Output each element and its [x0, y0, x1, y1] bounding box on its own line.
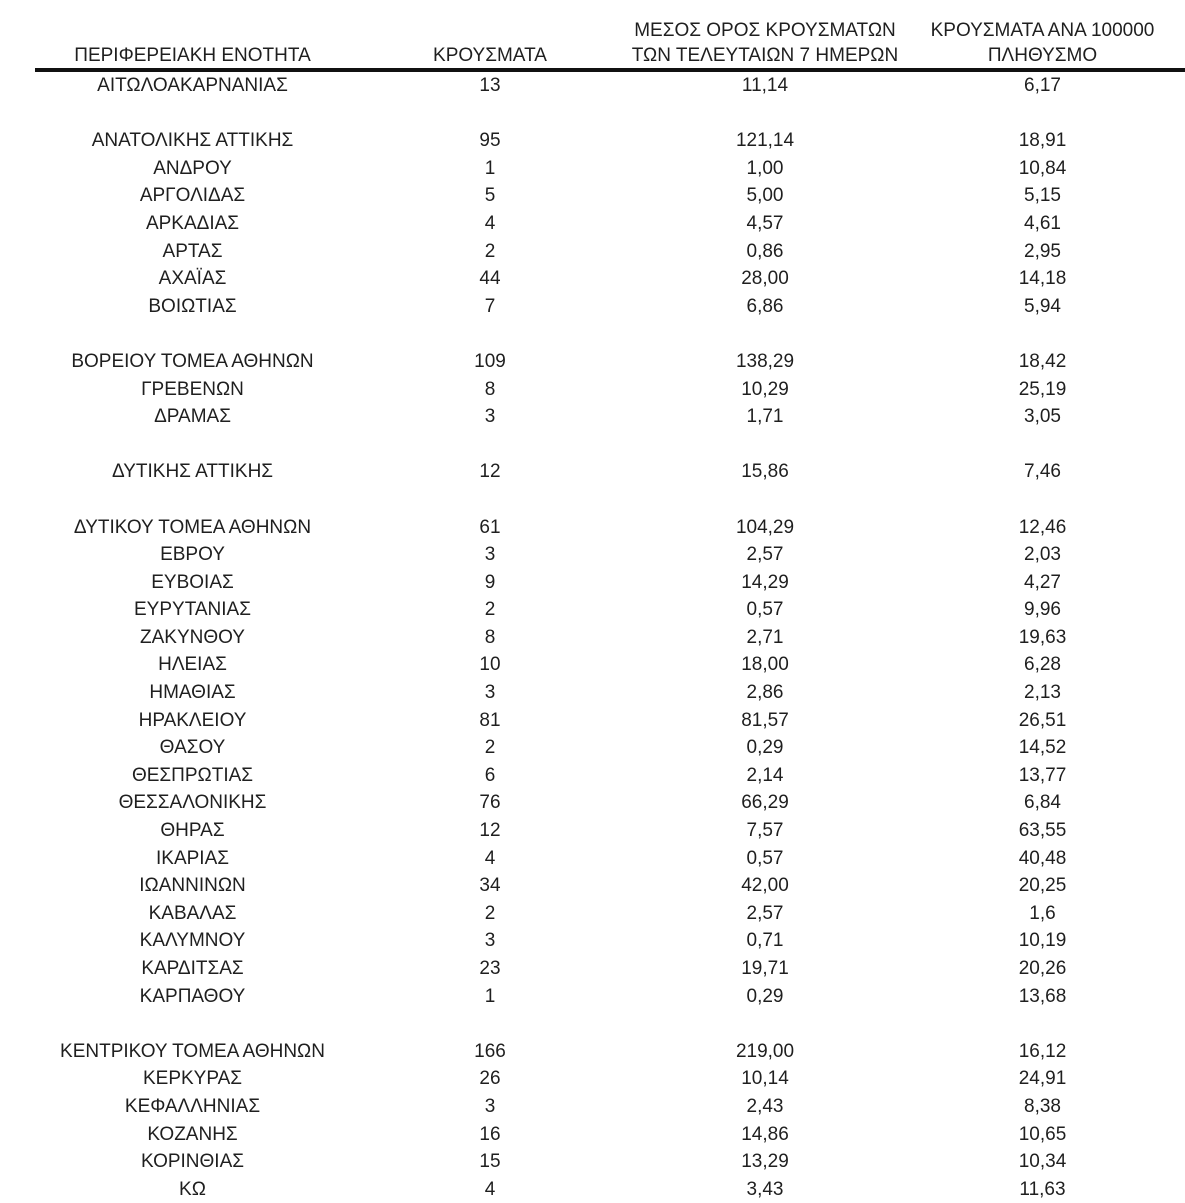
- col-header-per100k: [900, 0, 1185, 70]
- per100k-value: 8,38: [1024, 1095, 1061, 1117]
- cases-value: 3: [484, 930, 496, 952]
- avg7-value: 2,14: [746, 764, 784, 786]
- table-row: [35, 789, 1185, 817]
- region-name: ΘΕΣΠΡΩΤΙΑΣ: [131, 764, 254, 786]
- table-row: [35, 182, 1185, 210]
- per100k-value: 63,55: [1018, 820, 1067, 842]
- table-row: [35, 265, 1185, 293]
- table-row: [35, 458, 1185, 486]
- table-row: [35, 955, 1185, 983]
- region-name: ΙΩΑΝΝΙΝΩΝ: [139, 875, 246, 897]
- per100k-value: 10,34: [1018, 1151, 1067, 1173]
- cases-value: 81: [479, 709, 501, 731]
- avg7-value: 42,00: [741, 875, 789, 897]
- table-row: [35, 707, 1185, 735]
- spacer-row: [35, 1010, 1185, 1038]
- regional-cases-table-container: [35, 0, 1185, 1203]
- spacer-row: [35, 100, 1185, 128]
- per100k-value: 6,84: [1024, 792, 1061, 814]
- per100k-value: 7,46: [1024, 461, 1061, 483]
- avg7-value: 0,29: [746, 985, 784, 1007]
- per100k-value: 3,05: [1024, 406, 1061, 428]
- spacer-cell: [35, 100, 1185, 128]
- region-name: ΚΑΒΑΛΑΣ: [148, 902, 237, 924]
- per100k-value: 12,46: [1018, 516, 1067, 538]
- avg7-value: 121,14: [735, 130, 795, 152]
- cases-value: 2: [484, 599, 496, 621]
- cases-value: 76: [479, 792, 501, 814]
- cases-value: 12: [479, 461, 501, 483]
- region-name: ΚΑΛΥΜΝΟΥ: [139, 930, 246, 952]
- avg7-value: 81,57: [741, 709, 789, 731]
- cases-value: 34: [479, 875, 501, 897]
- cases-value: 9: [484, 571, 496, 593]
- per100k-value: 6,17: [1024, 75, 1061, 96]
- region-name: ΗΡΑΚΛΕΙΟΥ: [138, 709, 247, 731]
- region-name: ΘΑΣΟΥ: [159, 737, 226, 759]
- cases-value: 2: [484, 240, 496, 262]
- col-header-region-label: ΠΕΡΙΦΕΡΕΙΑΚΗ ΕΝΟΤΗΤΑ: [74, 45, 311, 66]
- per100k-value: 13,77: [1018, 764, 1067, 786]
- avg7-value: 13,29: [741, 1151, 789, 1173]
- avg7-value: 18,00: [741, 654, 789, 676]
- per100k-value: 10,19: [1018, 930, 1067, 952]
- region-name: ΑΡΓΟΛΙΔΑΣ: [139, 185, 246, 207]
- per100k-value: 26,51: [1018, 709, 1067, 731]
- cases-value: 16: [479, 1123, 501, 1145]
- cases-value: 166: [474, 1040, 506, 1062]
- spacer-cell: [35, 320, 1185, 348]
- region-name: ΚΟΖΑΝΗΣ: [147, 1123, 238, 1145]
- col-header-avg7-line2: ΤΩΝ ΤΕΛΕΥΤΑΙΩΝ 7 ΗΜΕΡΩΝ: [631, 45, 899, 66]
- avg7-value: 11,14: [741, 75, 789, 96]
- table-row: [35, 762, 1185, 790]
- table-row: [35, 403, 1185, 431]
- col-header-cases-label: ΚΡΟΥΣΜΑΤΑ: [433, 45, 547, 66]
- avg7-value: 0,57: [746, 599, 784, 621]
- col-header-avg7: [630, 0, 900, 70]
- avg7-value: 15,86: [741, 461, 789, 483]
- col-header-per100k-line2: ΠΛΗΘΥΣΜΟ: [987, 45, 1098, 66]
- table-row: [35, 734, 1185, 762]
- per100k-value: 13,68: [1018, 985, 1067, 1007]
- per100k-value: 1,6: [1029, 902, 1056, 924]
- per100k-value: 19,63: [1018, 626, 1067, 648]
- table-row: [35, 872, 1185, 900]
- cases-value: 1: [484, 985, 496, 1007]
- avg7-value: 2,57: [746, 544, 784, 566]
- col-header-cases: [350, 0, 630, 70]
- per100k-value: 20,26: [1018, 958, 1067, 979]
- col-header-region: [35, 0, 350, 70]
- table-row: [35, 376, 1185, 404]
- avg7-value: 14,86: [741, 1123, 789, 1145]
- cases-value: 6: [484, 764, 496, 786]
- table-row: [35, 127, 1185, 155]
- region-name: ΚΕΦΑΛΛΗΝΙΑΣ: [124, 1095, 261, 1117]
- table-body: [35, 70, 1185, 1203]
- avg7-value: 28,00: [741, 268, 789, 290]
- avg7-value: 3,43: [746, 1178, 784, 1200]
- col-header-per100k-line1: ΚΡΟΥΣΜΑΤΑ ΑΝΑ 100000: [930, 20, 1155, 41]
- table-row: [35, 1148, 1185, 1176]
- region-name: ΕΒΡΟΥ: [160, 544, 225, 566]
- table-row: [35, 541, 1185, 569]
- avg7-value: 219,00: [735, 1040, 795, 1062]
- avg7-value: 5,00: [746, 185, 784, 207]
- spacer-row: [35, 486, 1185, 514]
- region-name: ΑΝΔΡΟΥ: [153, 157, 232, 179]
- per100k-value: 4,61: [1024, 212, 1061, 234]
- region-name: ΘΗΡΑΣ: [160, 820, 225, 842]
- per100k-value: 10,65: [1018, 1123, 1067, 1145]
- region-name: ΒΟΙΩΤΙΑΣ: [148, 295, 237, 317]
- per100k-value: 2,13: [1024, 682, 1061, 704]
- per100k-value: 6,28: [1024, 654, 1061, 676]
- avg7-value: 0,71: [746, 930, 784, 952]
- avg7-value: 2,57: [746, 902, 784, 924]
- avg7-value: 19,71: [741, 958, 789, 979]
- table-row: [35, 596, 1185, 624]
- region-name: ΖΑΚΥΝΘΟΥ: [140, 626, 245, 648]
- avg7-value: 1,00: [746, 157, 784, 179]
- cases-value: 3: [484, 682, 496, 704]
- region-name: ΙΚΑΡΙΑΣ: [156, 847, 229, 869]
- per100k-value: 2,03: [1024, 544, 1061, 566]
- table-row: [35, 514, 1185, 542]
- table-row: [35, 817, 1185, 845]
- region-name: ΔΥΤΙΚΗΣ ΑΤΤΙΚΗΣ: [111, 461, 274, 483]
- table-row: [35, 983, 1185, 1011]
- table-row: [35, 293, 1185, 321]
- region-name: ΑΡΤΑΣ: [162, 240, 223, 262]
- cases-value: 12: [479, 820, 501, 842]
- region-name: ΒΟΡΕΙΟΥ ΤΟΜΕΑ ΑΘΗΝΩΝ: [71, 350, 314, 372]
- avg7-value: 2,86: [746, 682, 784, 704]
- table-row: [35, 845, 1185, 873]
- spacer-row: [35, 431, 1185, 459]
- cases-value: 15: [479, 1151, 501, 1173]
- table-row: [35, 569, 1185, 597]
- region-name: ΗΛΕΙΑΣ: [158, 654, 227, 676]
- table-row: [35, 210, 1185, 238]
- per100k-value: 40,48: [1018, 847, 1067, 869]
- avg7-value: 104,29: [735, 516, 795, 538]
- avg7-value: 10,14: [741, 1068, 789, 1090]
- region-name: ΚΕΝΤΡΙΚΟΥ ΤΟΜΕΑ ΑΘΗΝΩΝ: [60, 1040, 325, 1062]
- cases-value: 44: [479, 268, 501, 290]
- region-name: ΓΡΕΒΕΝΩΝ: [141, 378, 244, 400]
- per100k-value: 24,91: [1018, 1068, 1067, 1090]
- header-row: [35, 0, 1185, 70]
- region-name: ΑΙΤΩΛΟΑΚΑΡΝΑΝΙΑΣ: [97, 75, 288, 96]
- cases-value: 4: [484, 212, 496, 234]
- per100k-value: 11,63: [1019, 1178, 1066, 1200]
- per100k-value: 16,12: [1018, 1040, 1067, 1062]
- cases-value: 4: [484, 1178, 496, 1200]
- avg7-value: 4,57: [746, 212, 784, 234]
- cases-value: 109: [474, 350, 506, 372]
- avg7-value: 1,71: [746, 406, 784, 428]
- region-name: ΘΕΣΣΑΛΟΝΙΚΗΣ: [118, 792, 267, 814]
- table-row: [35, 1065, 1185, 1093]
- cases-value: 3: [484, 406, 496, 428]
- region-name: ΑΡΚΑΔΙΑΣ: [145, 212, 240, 234]
- region-name: ΔΥΤΙΚΟΥ ΤΟΜΕΑ ΑΘΗΝΩΝ: [73, 516, 312, 538]
- cases-value: 10: [479, 654, 501, 676]
- per100k-value: 5,15: [1024, 185, 1061, 207]
- region-name: ΔΡΑΜΑΣ: [154, 406, 231, 428]
- region-name: ΕΥΒΟΙΑΣ: [151, 571, 234, 593]
- cases-value: 1: [484, 157, 496, 179]
- cases-value: 7: [484, 295, 496, 317]
- region-name: ΚΩ: [179, 1178, 206, 1200]
- col-header-avg7-line1: ΜΕΣΟΣ ΟΡΟΣ ΚΡΟΥΣΜΑΤΩΝ: [634, 20, 896, 41]
- cases-value: 8: [484, 626, 496, 648]
- table-row: [35, 1121, 1185, 1149]
- per100k-value: 10,84: [1018, 157, 1067, 179]
- per100k-value: 4,27: [1024, 571, 1061, 593]
- cases-value: 95: [479, 130, 501, 152]
- cases-value: 61: [479, 516, 501, 538]
- avg7-value: 6,86: [746, 295, 784, 317]
- region-name: ΕΥΡΥΤΑΝΙΑΣ: [134, 599, 251, 621]
- cases-value: 23: [479, 958, 501, 979]
- avg7-value: 0,86: [746, 240, 784, 262]
- table-row: [35, 624, 1185, 652]
- spacer-cell: [35, 486, 1185, 514]
- table-row: [35, 238, 1185, 266]
- cases-value: 2: [484, 902, 496, 924]
- per100k-value: 18,42: [1018, 350, 1067, 372]
- region-name: ΚΕΡΚΥΡΑΣ: [142, 1068, 243, 1090]
- per100k-value: 5,94: [1024, 295, 1061, 317]
- region-name: ΚΑΡΔΙΤΣΑΣ: [141, 958, 244, 979]
- cases-value: 3: [484, 1095, 496, 1117]
- avg7-value: 2,43: [746, 1095, 784, 1117]
- per100k-value: 2,95: [1024, 240, 1061, 262]
- per100k-value: 18,91: [1018, 130, 1067, 152]
- avg7-value: 10,29: [741, 378, 789, 400]
- avg7-value: 138,29: [735, 350, 795, 372]
- table-row: [35, 155, 1185, 183]
- per100k-value: 14,18: [1018, 268, 1067, 290]
- region-name: ΚΑΡΠΑΘΟΥ: [139, 985, 246, 1007]
- table-row: [35, 900, 1185, 928]
- table-row: [35, 1038, 1185, 1066]
- spacer-cell: [35, 1010, 1185, 1038]
- cases-value: 3: [484, 544, 496, 566]
- avg7-value: 0,29: [746, 737, 784, 759]
- table-row: [35, 1093, 1185, 1121]
- spacer-row: [35, 320, 1185, 348]
- per100k-value: 20,25: [1018, 875, 1067, 897]
- per100k-value: 9,96: [1024, 599, 1061, 621]
- table-row: [35, 927, 1185, 955]
- table-header: [35, 0, 1185, 70]
- region-name: ΑΝΑΤΟΛΙΚΗΣ ΑΤΤΙΚΗΣ: [91, 130, 294, 152]
- region-name: ΚΟΡΙΝΘΙΑΣ: [140, 1151, 244, 1173]
- avg7-value: 14,29: [741, 571, 789, 593]
- per100k-value: 14,52: [1018, 737, 1067, 759]
- cases-value: 8: [484, 378, 496, 400]
- cases-value: 26: [479, 1068, 501, 1090]
- regional-cases-table: [35, 0, 1185, 1203]
- spacer-cell: [35, 431, 1185, 459]
- region-name: ΗΜΑΘΙΑΣ: [149, 682, 236, 704]
- table-row: [35, 70, 1185, 100]
- table-row: [35, 348, 1185, 376]
- table-row: [35, 679, 1185, 707]
- avg7-value: 0,57: [746, 847, 784, 869]
- region-name: ΑΧΑΪΑΣ: [158, 268, 227, 290]
- avg7-value: 66,29: [741, 792, 789, 814]
- cases-value: 13: [479, 75, 501, 96]
- cases-value: 5: [484, 185, 496, 207]
- avg7-value: 7,57: [746, 820, 784, 842]
- per100k-value: 25,19: [1018, 378, 1067, 400]
- table-row: [35, 651, 1185, 679]
- avg7-value: 2,71: [746, 626, 784, 648]
- cases-value: 2: [484, 737, 496, 759]
- table-row: [35, 1176, 1185, 1203]
- cases-value: 4: [484, 847, 496, 869]
